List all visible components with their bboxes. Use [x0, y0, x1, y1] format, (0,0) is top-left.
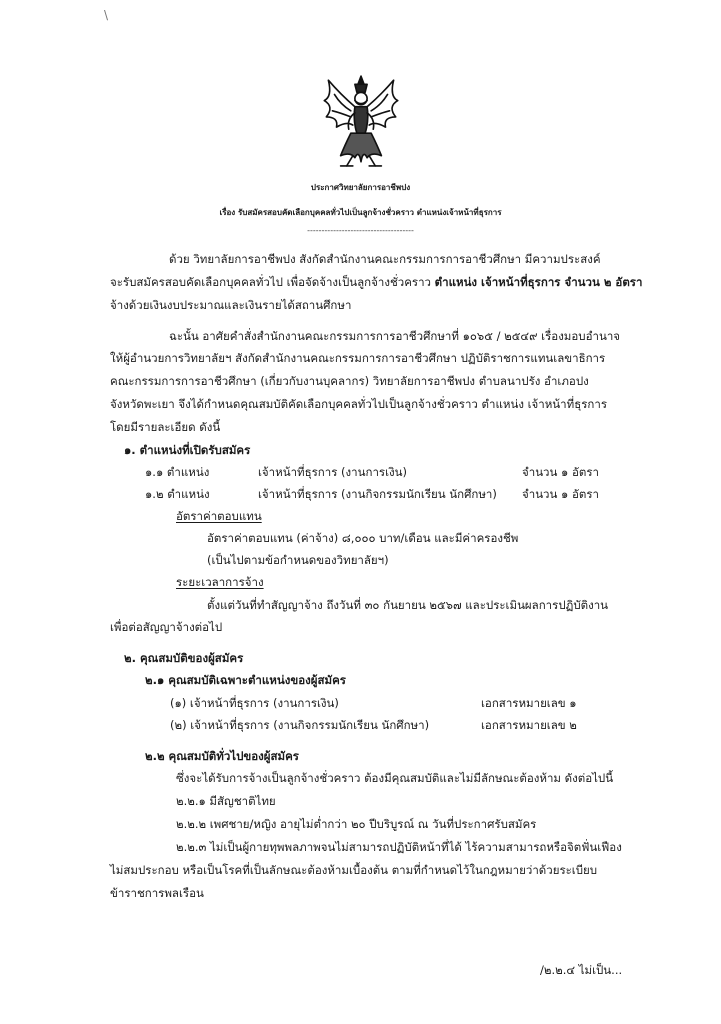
position-2-count: จำนวน ๑ อัตรา: [522, 487, 599, 501]
qualification-1-doc: เอกสารหมายเลข ๑: [481, 696, 577, 710]
general-item-1: ๒.๒.๑ มีสัญชาติไทย: [176, 794, 276, 808]
document-title: ประกาศวิทยาลัยการอาชีพปง: [310, 183, 411, 192]
intro-line-1: ด้วย วิทยาลัยการอาชีพปง สังกัดสำนักงานคณะกรรมการการอาชีวศึกษา มีความประสงค์: [169, 252, 601, 266]
position-1-number: ๑.๑ ตำแหน่ง: [145, 465, 210, 479]
page-mark: \: [104, 8, 109, 22]
term-line-1: ตั้งแต่วันที่ทำสัญญาจ้าง ถึงวันที่ ๓๐ กันยายน ๒๕๖๗ และประเมินผลการปฏิบัติงาน: [207, 598, 609, 612]
intro-position-highlight: ตำแหน่ง เจ้าหน้าที่ธุรการ จำนวน ๒ อัตรา: [434, 275, 643, 289]
continued-marker: /๒.๒.๔ ไม่เป็น...: [540, 963, 623, 977]
general-item-3-line-3: ข้าราชการพลเรือน: [110, 886, 204, 900]
garuda-emblem: [310, 70, 412, 172]
term-heading: ระยะเวลาการจ้าง: [176, 575, 264, 589]
general-qualification-intro: ซึ่งจะได้รับการจ้างเป็นลูกจ้างชั่วคราว ต้องมีคุณสมบัติและไม่มีลักษณะต้องห้าม ดังต่อไปนี้: [176, 771, 614, 785]
title-divider: -------------------------------------: [307, 226, 414, 235]
general-item-3-line-1: ๒.๒.๓ ไม่เป็นผู้กายทุพพลภาพจนไม่สามารถปฏิบัติหน้าที่ได้ ไร้ความสามารถหรือจิตฟั่นเฟือง: [176, 840, 622, 854]
section-1-heading: ๑. ตำแหน่งที่เปิดรับสมัคร: [124, 443, 251, 457]
document-subject: เรื่อง รับสมัครสอบคัดเลือกบุคคลทั่วไปเป็นลูกจ้างชั่วคราว ตำแหน่งเจ้าหน้าที่ธุรการ: [219, 208, 502, 217]
authority-line-4: จังหวัดพะเยา จึงได้กำหนดคุณสมบัติคัดเลือกบุคคลทั่วไปเป็นลูกจ้างชั่วคราว ตำแหน่ง เจ้าหน้าที่ธุรการ: [110, 397, 607, 411]
section-2-1-heading: ๒.๑ คุณสมบัติเฉพาะตำแหน่งของผู้สมัคร: [145, 673, 346, 687]
qualification-2-doc: เอกสารหมายเลข ๒: [481, 718, 577, 732]
qualification-2-label: (๒) เจ้าหน้าที่ธุรการ (งานกิจกรรมนักเรียน นักศึกษา): [170, 718, 430, 732]
section-2-heading: ๒. คุณสมบัติของผู้สมัคร: [124, 651, 244, 665]
position-2-number: ๑.๒ ตำแหน่ง: [145, 487, 210, 501]
general-item-3-line-2: ไม่สมประกอบ หรือเป็นโรคที่เป็นลักษณะต้องห้ามเบื้องต้น ตามที่กำหนดไว้ในกฎหมายว่าด้วยระเบียบ: [110, 863, 598, 877]
authority-line-3: คณะกรรมการการอาชีวศึกษา (เกี่ยวกับงานบุคลากร) วิทยาลัยการอาชีพปง ตำบลนาปรัง อำเภอปง: [110, 374, 589, 388]
intro-line-3: จ้างด้วยเงินงบประมาณและเงินรายได้สถานศึกษา: [110, 298, 352, 312]
authority-line-5: โดยมีรายละเอียด ดังนี้: [110, 420, 221, 434]
position-1-title: เจ้าหน้าที่ธุรการ (งานการเงิน): [258, 465, 407, 479]
position-2-title: เจ้าหน้าที่ธุรการ (งานกิจกรรมนักเรียน นักศึกษา): [258, 487, 497, 501]
general-item-2: ๒.๒.๒ เพศชาย/หญิง อายุไม่ต่ำกว่า ๒๐ ปีบริบูรณ์ ณ วันที่ประกาศรับสมัคร: [176, 817, 537, 831]
pay-line-2: (เป็นไปตามข้อกำหนดของวิทยาลัยฯ): [207, 553, 389, 567]
authority-line-2: ให้ผู้อำนวยการวิทยาลัยฯ สังกัดสำนักงานคณะกรรมการการอาชีวศึกษา ปฏิบัติราชการแทนเลขาธิการ: [110, 351, 606, 365]
intro-line-2: [110, 274, 642, 290]
pay-line-1: อัตราค่าตอบแทน (ค่าจ้าง) ๘,๐๐๐ บาท/เดือน และมีค่าครองชีพ: [207, 531, 519, 545]
intro-line-2-text: จะรับสมัครสอบคัดเลือกบุคคลทั่วไป เพื่อจัดจ้างเป็นลูกจ้างชั่วคราว: [110, 275, 435, 289]
position-1-count: จำนวน ๑ อัตรา: [522, 465, 599, 479]
pay-heading: อัตราค่าตอบแทน: [176, 509, 262, 523]
section-2-2-heading: ๒.๒ คุณสมบัติทั่วไปของผู้สมัคร: [145, 749, 299, 763]
term-line-2: เพื่อต่อสัญญาจ้างต่อไป: [110, 620, 223, 634]
qualification-1-label: (๑) เจ้าหน้าที่ธุรการ (งานการเงิน): [170, 696, 339, 710]
authority-line-1: ฉะนั้น อาศัยคำสั่งสำนักงานคณะกรรมการการอาชีวศึกษาที่ ๑๐๖๕ / ๒๕๔๙ เรื่องมอบอำนาจ: [169, 329, 621, 343]
